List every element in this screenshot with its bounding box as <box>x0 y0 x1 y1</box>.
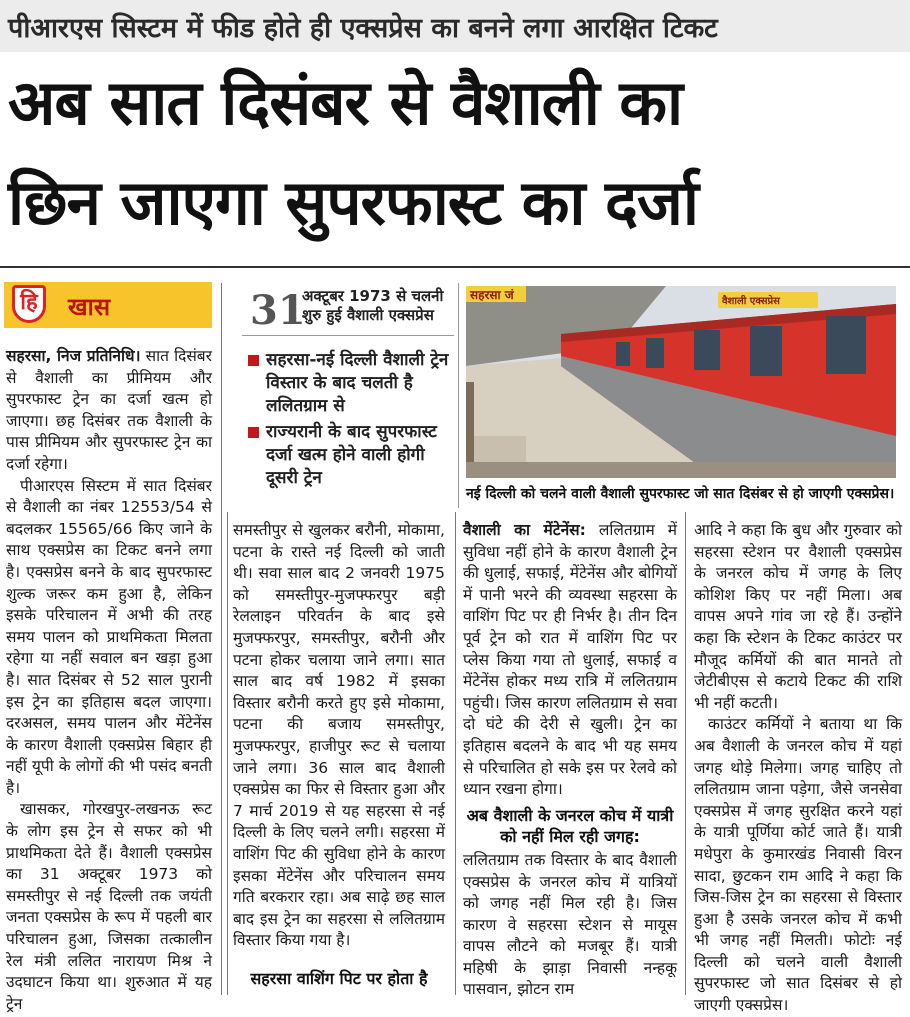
article-column-4 <box>694 520 902 1015</box>
col3-lead: वैशाली का मेंटेनेंस: <box>463 521 586 539</box>
kicker-strip <box>0 0 910 52</box>
khas-tag <box>4 282 212 328</box>
box-divider <box>242 335 454 336</box>
train-illustration <box>466 286 896 478</box>
column-divider <box>227 512 228 995</box>
highlight-box <box>236 283 459 508</box>
red-square-bullet-icon <box>248 355 259 366</box>
box-date-text: अक्टूबर 1973 से चलनी शुरु हुई वैशाली एक्सप्रेस <box>302 287 444 324</box>
article-column-1 <box>6 346 212 1013</box>
column-divider <box>685 512 686 995</box>
col1-para-2: पीआरएस सिस्टम में सात दिसंबर से वैशाली का नंबर 12553/54 से बदलकर 15565/66 किए जाने के साथ एक्सप्रेस का टिकट बनने लगा है। एक्सप्रेस बनने के बाद सुपरफास्ट शुल्क जरूर कम हुआ है, लेकिन इसके परिचालन में अभी की तरह समय पालन को प्राथमिकता मिलता रहेगा या नहीं सवाल बन खड़ा हुआ है। सात दिसंबर से 52 साल पुरानी इस ट्रेन का इतिहास बदल जाएगा। दरअसल, समय पालन और मेंटेनेंस के कारण वैशाली एक्सप्रेस बिहार ही नहीं यूपी के लोगों की भी पसंद बनती है। <box>6 476 212 797</box>
red-square-bullet-icon <box>248 427 259 438</box>
article-column-3 <box>463 520 677 999</box>
box-date-number: 31 <box>250 287 306 334</box>
col4-para-1: आदि ने कहा कि बुध और गुरुवार को सहरसा स्टेशन पर वैशाली एक्सप्रेस के जनरल कोच में जगह के लिए कोशिश किए पर नहीं मिला। अब वापस अपने गांव जा रहे हैं। उन्होंने कहा कि स्टेशन के टिकट काउंटर पर मौजूद कर्मियों की बात मानते तो जेटीबीएस से कटाये टिकट की राशि भी नहीं कटती। <box>694 521 902 712</box>
col2-subheading: सहरसा वाशिंग पिट पर होता है <box>250 969 428 988</box>
column-divider <box>221 283 222 995</box>
col3-subheading: अब वैशाली के जनरल कोच में यात्री को नहीं मिल रही जगह: <box>466 805 674 847</box>
bullet-item: सहरसा-नई दिल्ली वैशाली ट्रेन विस्तार के बाद चलती है ललितग्राम से <box>246 349 452 418</box>
col1-para-1: सात दिसंबर से वैशाली का प्रीमियम और सुपरफास्ट ट्रेन का दर्जा खत्म हो जाएगा। छह दिसंबर तक वैशाली के पास प्रीमियम और सुपरफास्ट ट्रेन का दर्जा रहेगा। <box>6 347 212 473</box>
headline-line-2: छिन जाएगा सुपरफास्ट का दर्जा <box>8 166 698 239</box>
kicker-text: पीआरएस सिस्टम में फीड होते ही एक्सप्रेस का बनने लगा आरक्षित टिकट <box>8 13 718 44</box>
bullet-item: राज्यरानी के बाद सुपरफास्ट दर्जा खत्म होने वाली होगी दूसरी ट्रेन <box>246 421 452 490</box>
coach-board: वैशाली एक्सप्रेस <box>722 296 780 307</box>
col2-para-1: समस्तीपुर से खुलकर बरौनी, मोकामा, पटना के रास्ते नई दिल्ली को जाती थी। सवा साल बाद 2 जनवरी 1975 को समस्तीपुर-मुजफ्फरपुर बड़ी रेललाइन परिवर्तन के बाद इसे मुजफ्फरपुर, समस्तीपुर, बरौनी और पटना होकर चलाया जाने लगा। सात साल बाद वर्ष 1982 में इसका विस्तार बरौनी करते हुए इसे मोकामा, पटना की बजाय समस्तीपुर, मुजफ्फरपुर, हाजीपुर रूट से चलाया जाने लगा। 36 साल बाद वैशाली एक्सप्रेस का फिर से विस्तार हुआ और 7 मार्च 2019 से यह सहरसा से नई दिल्ली के लिए चलने लगी। सहरसा में वाशिंग पिट की सुविधा होने के कारण इसका मेंटेनेंस और परिचालन समय गति बरकरार रहा। अब साढ़े छह साल बाद इस ट्रेन का सहरसा से ललितग्राम विस्तार किया गया है। <box>233 521 445 950</box>
dateline: सहरसा, निज प्रतिनिधि। <box>6 347 141 365</box>
headline-line-1: अब सात दिसंबर से वैशाली का <box>8 66 683 139</box>
col1-para-3: खासकर, गोरखपुर-लखनऊ रूट के लोग इस ट्रेन से सफर को भी प्राथमिकता देते हैं। वैशाली एक्सप्रेस का 31 अक्टूबर 1973 को समस्तीपुर से नई दिल्ली तक जयंती जनता एक्सप्रेस के रूप में पहली बार परिचालन हुआ, जिसका तत्कालीन रेल मंत्री ललित नारायण मिश्र ने उदघाटन किया था। शुरुआत में यह ट्रेन <box>6 800 212 1013</box>
col3-para-1: ललितग्राम में सुविधा नहीं होने के कारण वैशाली ट्रेन की धुलाई, सफाई, मेंटेनेंस और बोगियों में पानी भरने की व्यवस्था सहरसा के वाशिंग पिट पर ही निर्भर है। तीन दिन पूर्व ट्रेन को रात में वाशिंग पिट पर प्लेस किया गया तो धुलाई, सफाई व मेंटेनेंस होकर मध्य रात्रि में ललितग्राम पहुंची। जिस कारण ललितग्राम से सवा दो घंटे की देरी से खुली। ट्रेन का इतिहास बदलने के बाद भी यह समय से परिचालित हो सके इस पर रेलवे को ध्यान रखना होगा। <box>463 521 677 799</box>
col4-para-2: काउंटर कर्मियों ने बताया था कि अब वैशाली के जनरल कोच में यहां जगह थोड़े मिलेगा। जगह चाहिए तो ललितग्राम जाना पड़ेगा, जैसे जनसेवा एक्सप्रेस में जगह सुरक्षित करने यहां के यात्री पूर्णिया कोर्ट जाते हैं। यात्री मधेपुरा के कुमारखंड निवासी विरन सादा, छुटकन राम आदि ने कहा कि जिस-जिस ट्रेन का सहरसा से विस्तार हुआ है उसके जनरल कोच में कभी भी जगह नहीं मिलती। फोटोः नई दिल्ली को चलने वाली वैशाली सुपरफास्ट जो सात दिसंबर से हो जाएगी एक्सप्रेस। <box>694 715 902 1015</box>
hindustan-logo-icon: हि <box>12 285 46 323</box>
station-sign: सहरसा जं <box>470 288 514 302</box>
article-column-2 <box>233 520 445 965</box>
train-photo <box>466 286 896 478</box>
photo-caption: नई दिल्ली को चलने वाली वैशाली सुपरफास्ट जो सात दिसंबर से हो जाएगी एक्सप्रेस। <box>466 486 895 502</box>
column-divider <box>455 512 456 995</box>
khas-label: खास <box>68 293 111 321</box>
col3-para-2: ललितग्राम तक विस्तार के बाद वैशाली एक्सप्रेस के जनरल कोच में यात्रियों को जगह नहीं मिल रही है। जिस कारण वे सहरसा स्टेशन से मायूस वापस लौटने को मजबूर हैं। यात्री महिषी के झाड़ा निवासी नन्हकू पासवान, झोटन राम <box>463 850 677 999</box>
headline-divider <box>0 266 910 268</box>
